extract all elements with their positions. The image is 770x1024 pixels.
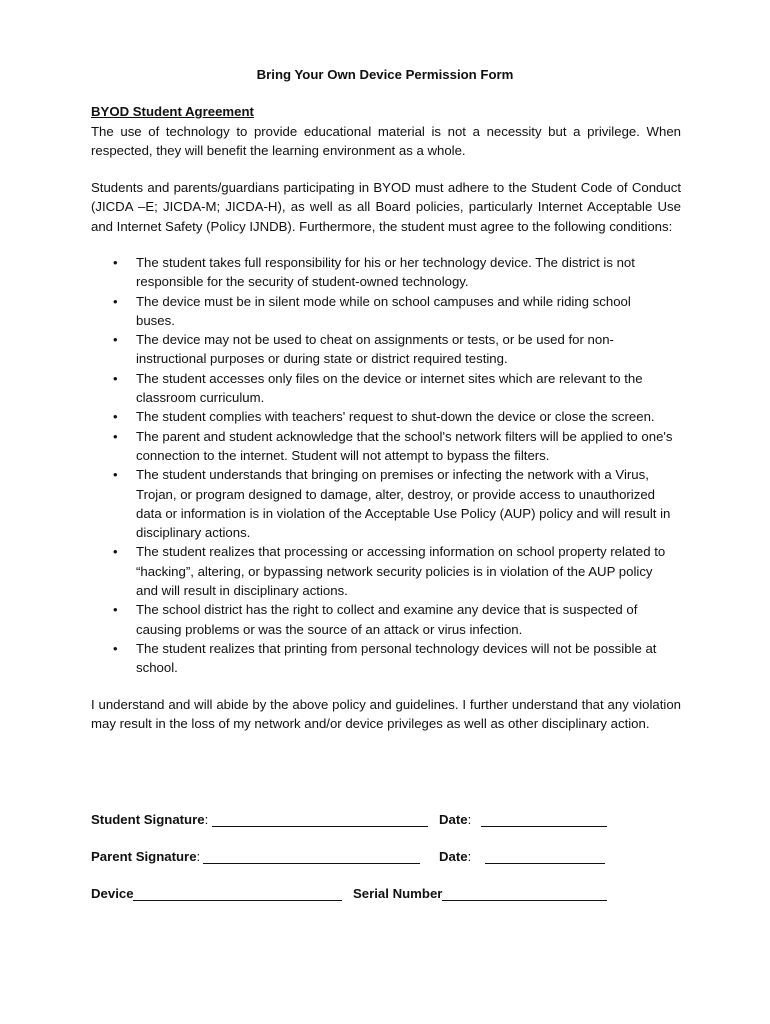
form-title: Bring Your Own Device Permission Form bbox=[256, 67, 514, 82]
bullet-icon: • bbox=[113, 640, 118, 656]
condition-text: The student accesses only files on the device or internet sites which are relevant to the classroom curriculum. bbox=[136, 370, 643, 406]
list-item bbox=[113, 600, 681, 639]
parent-signature-field[interactable] bbox=[203, 863, 420, 864]
condition-text: The parent and student acknowledge that the school's network filters will be applied to one's connection to the internet. Student will not attempt to bypass the filters. bbox=[136, 428, 673, 463]
device-label: Device bbox=[91, 886, 134, 901]
device-row bbox=[91, 884, 691, 921]
list-item bbox=[113, 427, 681, 466]
closing-paragraph: I understand and will abide by the above policy and guidelines. I further understand that any violation may result in the loss of my network and/or device privileges as well as other disciplinary action. bbox=[91, 696, 681, 732]
bullet-icon: • bbox=[113, 409, 118, 425]
signature-section bbox=[91, 810, 691, 921]
conditions-list bbox=[91, 253, 681, 678]
list-item bbox=[113, 292, 681, 331]
student-signature-row bbox=[91, 810, 691, 847]
form-body bbox=[91, 102, 681, 734]
bullet-icon: • bbox=[113, 370, 118, 386]
list-item bbox=[113, 639, 681, 678]
parent-signature-row bbox=[91, 847, 691, 884]
student-signature-field[interactable] bbox=[212, 826, 428, 827]
list-item bbox=[113, 542, 681, 600]
bullet-icon: • bbox=[113, 467, 118, 483]
list-item bbox=[113, 465, 681, 542]
student-date-label: Date: bbox=[439, 812, 472, 827]
condition-text: The student realizes that printing from personal technology devices will not be possible at school. bbox=[136, 640, 657, 676]
bullet-icon: • bbox=[113, 293, 118, 309]
condition-text: The device may not be used to cheat on assignments or tests, or be used for non-instructional purposes or during state or district required testing. bbox=[136, 332, 614, 367]
intro-paragraph: The use of technology to provide educational material is not a necessity but a privilege. When respected, they will benefit the learning environment as a whole. bbox=[91, 123, 681, 158]
bullet-icon: • bbox=[113, 602, 118, 618]
bullet-icon: • bbox=[113, 255, 118, 270]
condition-text: The student realizes that processing or accessing information on school property related to “hacking”, altering, or bypassing network security policies is in violation of the AUP policy and will result in disciplinary actions. bbox=[136, 544, 666, 599]
serial-number-label: Serial Number bbox=[353, 886, 443, 901]
student-signature-label: Student Signature: bbox=[91, 812, 209, 827]
parent-signature-label: Parent Signature: bbox=[91, 849, 201, 864]
bullet-icon: • bbox=[113, 428, 118, 444]
list-item bbox=[113, 407, 681, 426]
condition-text: The student understands that bringing on premises or infecting the network with a Virus, Trojan, or program designed to damage, alter, destroy, or provide access to unauthorized data or information is in violation of the Acceptable Use Policy (AUP) policy and will result in disciplinary actions. bbox=[136, 467, 671, 541]
condition-text: The student complies with teachers' request to shut-down the device or close the screen. bbox=[136, 409, 655, 425]
serial-number-field[interactable] bbox=[442, 900, 607, 901]
list-item bbox=[113, 253, 681, 292]
condition-text: The student takes full responsibility for his or her technology device. The district is not responsible for the security of student-owned technology. bbox=[136, 255, 635, 290]
bullet-icon: • bbox=[113, 332, 118, 348]
student-date-field[interactable] bbox=[481, 826, 607, 827]
bullet-icon: • bbox=[113, 544, 118, 560]
policy-paragraph: Students and parents/guardians participating in BYOD must adhere to the Student Code of Conduct (JICDA –E; JICDA-M; JICDA-H), as well as all Board policies, particularly Internet Acceptable Use and Internet Safety (Policy IJNDB). Furthermore, the student must agree to the following conditions: bbox=[91, 179, 681, 234]
device-field[interactable] bbox=[133, 900, 342, 901]
parent-date-label: Date: bbox=[439, 849, 472, 864]
parent-date-field[interactable] bbox=[485, 863, 605, 864]
condition-text: The school district has the right to collect and examine any device that is suspected of causing problems or was the source of an attack or virus infection. bbox=[136, 602, 638, 637]
list-item bbox=[113, 330, 681, 369]
condition-text: The device must be in silent mode while on school campuses and while riding school buses. bbox=[136, 293, 631, 328]
list-item bbox=[113, 369, 681, 408]
agreement-heading: BYOD Student Agreement bbox=[91, 104, 254, 119]
